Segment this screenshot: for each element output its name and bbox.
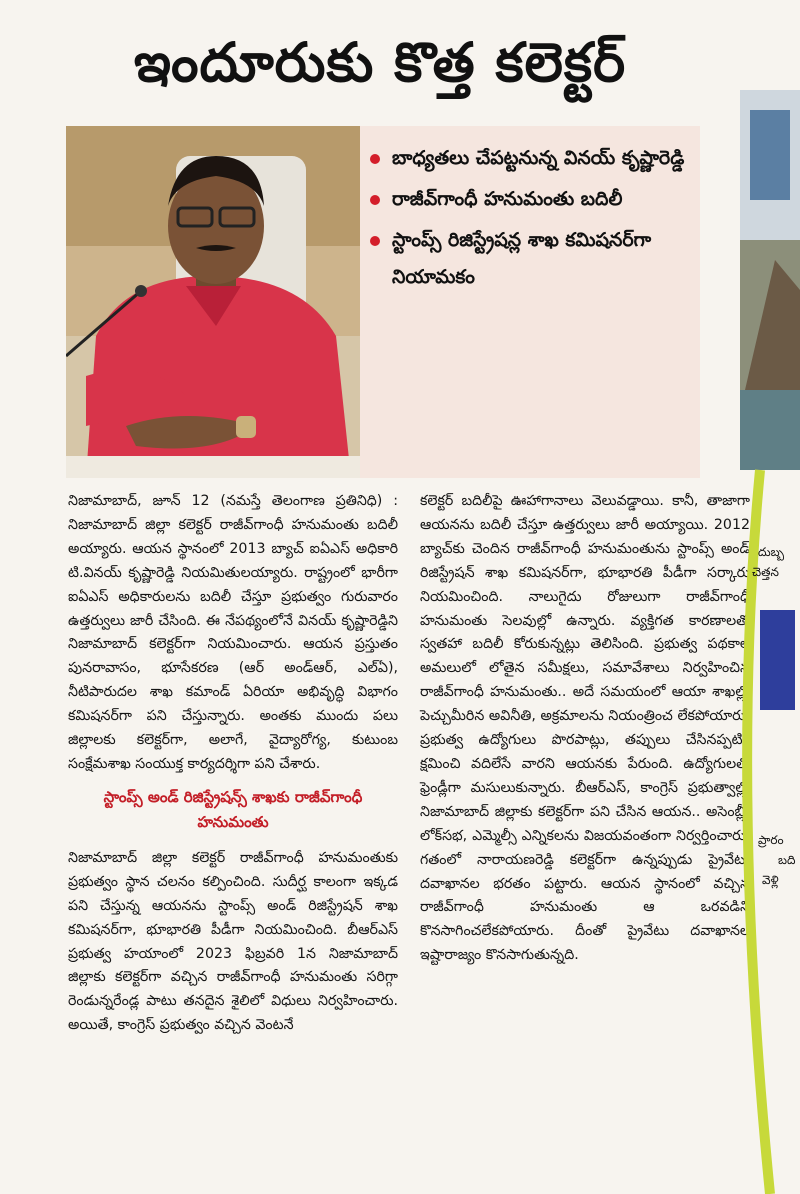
bullet-icon (370, 154, 380, 164)
article-paragraph: నిజామాబాద్, జూన్ 12 (నమస్తే తెలంగాణ ప్రతినిధి) : నిజామాబాద్ జిల్లా కలెక్టర్ రాజీవ్‌గాంధీ హనుమంతు బదిలీ అయ్యారు. ఆయన స్థానంలో 2013 బ్యాచ్ ఐఏఎస్ అధికారి టి.వినయ్ కృష్ణారెడ్డి నియమితులయ్యారు. రాష్ట్రంలో భారీగా ఐఏఎస్ అధికారులను బదిలీ చేస్తూ ప్రభుత్వం గురువారం ఉత్తర్వులు జారీ చేసింది. ఈ నేపథ్యంలోనే వినయ్ కృష్ణారెడ్డిని నిజామాబాద్ కలెక్టర్‌గా నియమించారు. ఆయన ప్రస్తుతం పునరావాసం, భూసేకరణ (ఆర్ అండ్‌ఆర్, ఎల్ఏ), నీటిపారుదల శాఖ కమాండ్ ఏరియా అభివృద్ధి విభాగం కమిషనర్‌గా పని చేస్తున్నారు. అంతకు ముందు పలు జిల్లాలకు కలెక్టర్‌గా, అలాగే, వైద్యారోగ్య, కుటుంబ సంక్షేమశాఖ సంయుక్త కార్యదర్శిగా పని చేశారు. (68, 493, 398, 772)
article-column-right (420, 490, 750, 968)
highlight-text: రాజీవ్‌గాంధీ హనుమంతు బదిలీ (392, 188, 623, 210)
bullet-icon (370, 236, 380, 246)
adjacent-text-fragment: బది (778, 853, 796, 867)
article-paragraph: నిజామాబాద్ జిల్లా కలెక్టర్ రాజీవ్‌గాంధీ హనుమంతుకు ప్రభుత్వం స్థాన చలనం కల్పించింది. సుదీర్ఘ కాలంగా ఇక్కడ పని చేస్తున్న ఆయనను స్టాంప్స్ అండ్ రిజిస్ట్రేషన్ శాఖ కమిషనర్‌గా, భూభారతి పీడీగా నియమించింది. బీఆర్ఎస్ ప్రభుత్వ హయాంలో 2023 ఫిబ్రవరి 1న నిజామాబాద్ జిల్లాకు కలెక్టర్‌గా వచ్చిన రాజీవ్‌గాంధీ హనుమంతు సరిగ్గా రెండున్నరేండ్ల పాటు తనదైన శైలిలో విధులు నిర్వహించారు. అయితే, కాంగ్రెస్ ప్రభుత్వం వచ్చిన వెంటనే (68, 849, 398, 1034)
highlight-text: బాధ్యతలు చేపట్టనున్న వినయ్ కృష్ణారెడ్డి (392, 147, 685, 169)
adjacent-text-fragment: దుబ్బ (758, 545, 785, 559)
headline: ఇందూరుకు కొత్త కలెక్టర్ (133, 30, 627, 94)
highlight-item (370, 181, 690, 218)
highlight-item (370, 140, 690, 177)
collector-photo (66, 126, 360, 478)
article-subheading: స్టాంప్స్ అండ్ రిజిస్ట్రేషన్స్ శాఖకు రాజీవ్‌గాంధీ హనుమంతు (103, 787, 363, 831)
adjacent-photo (740, 90, 800, 1194)
article-paragraph: కలెక్టర్ బదిలీపై ఊహాగానాలు వెలువడ్డాయి. కానీ, తాజాగా ఆయనను బదిలీ చేస్తూ ఉత్తర్వులు జారీ అయ్యాయి. 2012 బ్యాచ్‌కు చెందిన రాజీవ్‌గాంధీ హనుమంతును స్టాంప్స్ అండ్ రిజిస్ట్రేషన్ శాఖ కమిషనర్‌గా, భూభారతి పీడీగా సర్కారు నియమించింది. నాలుగైదు రోజులుగా రాజీవ్‌గాంధీ హనుమంతు సెలవుల్లో ఉన్నారు. వ్యక్తిగత కారణాలతో స్వతహా బదిలీ కోరుకున్నట్లు తెలిసింది. ప్రభుత్వ పథకాల అమలులో లోతైన సమీక్షలు, సమావేశాలు నిర్వహించిన రాజీవ్‌గాంధీ హనుమంతు.. అదే సమయంలో ఆయా శాఖల్లో పెచ్చుమీరిన అవినీతి, అక్రమాలను నియంత్రించ లేకపోయారు. ప్రభుత్వ ఉద్యోగులు పొరపాట్లు, తప్పులు చేసినప్పటికీ క్షమించి వదిలేసే వారని ఆయనకు పేరుంది. ఉద్యోగులతో ఫ్రెండ్లీగా మసులుకున్నారు. బీఆర్ఎస్, కాంగ్రెస్ ప్రభుత్వాల్లో నిజామాబాద్ జిల్లాకు కలెక్టర్‌గా పని చేసిన ఆయన.. అసెంబ్లీ, లోక్‌సభ, ఎమ్మెల్సీ ఎన్నికలను విజయవంతంగా నిర్వర్తించారు. గతంలో నారాయణరెడ్డి కలెక్టర్‌గా ఉన్నప్పుడు ప్రైవేటు దవాఖానల భరతం పట్టారు. ఆయన స్థానంలో వచ్చిన రాజీవ్‌గాంధీ హనుమంతు ఆ ఒరవడిని కొనసాగించలేకపోయారు. దీంతో ప్రైవేటు దవాఖానల ఇష్టారాజ్యం కొనసాగుతున్నది. (420, 493, 750, 964)
highlight-item (370, 222, 690, 296)
adjacent-text-fragment: వెళ్లి (762, 873, 779, 887)
highlight-text: స్టాంప్స్ రిజిస్ట్రేషన్ల శాఖ కమిషనర్‌గా నియామకం (392, 229, 652, 288)
bullet-icon (370, 195, 380, 205)
article-column-left (68, 490, 398, 1038)
adjacent-text-fragment: చెత్తన (752, 565, 779, 579)
highlights-list (370, 140, 690, 300)
adjacent-text-fragment: ప్రారం (758, 833, 784, 847)
adjacent-article-strip (740, 90, 800, 1194)
